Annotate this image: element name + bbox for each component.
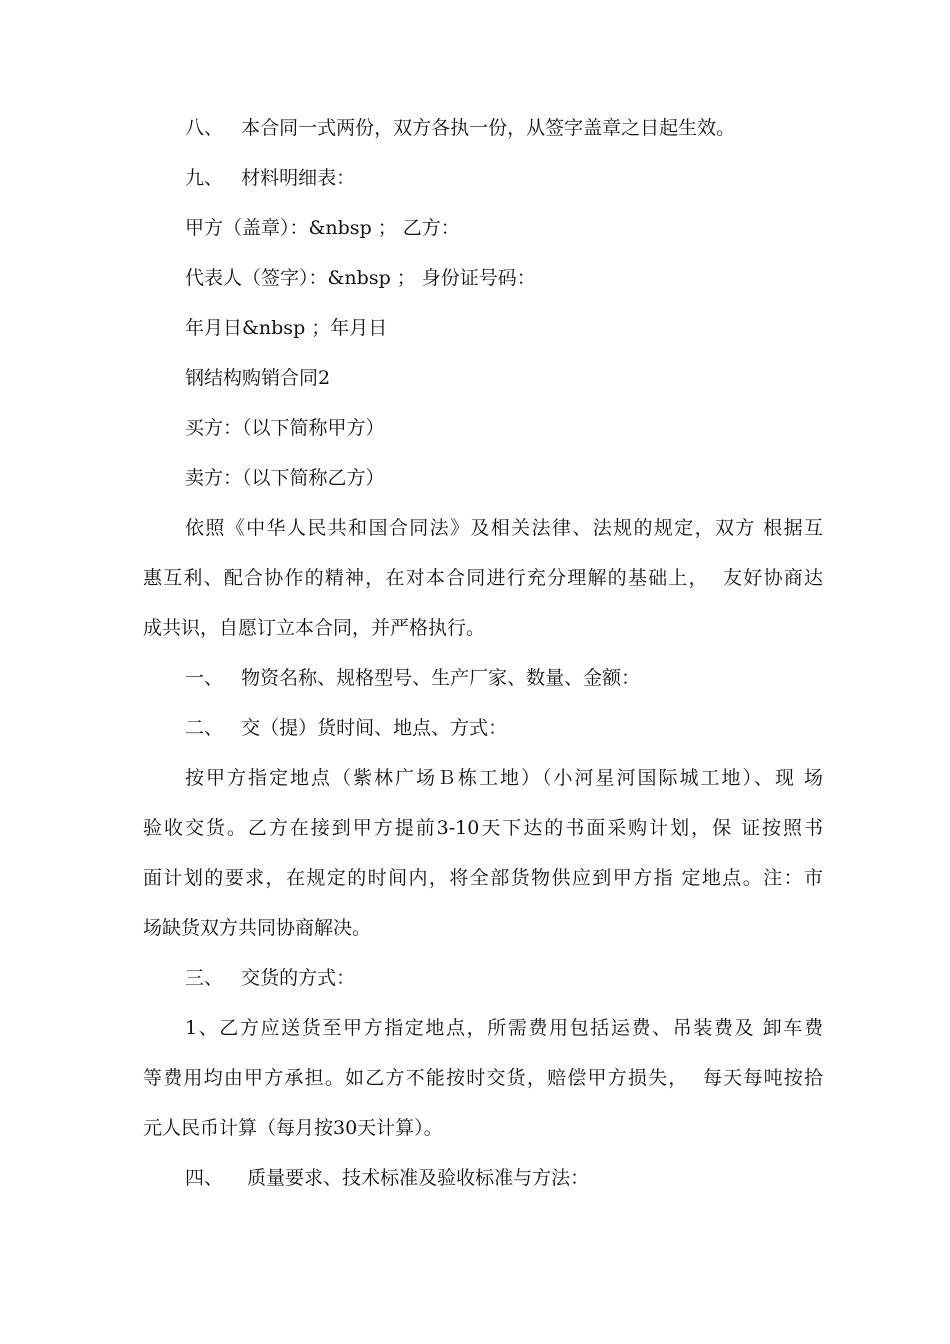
shipping-line-1: 1、乙方应送货至甲方指定地点，所需费用包括运费、吊装费及 卸车费 [185,1017,823,1039]
preamble-line-2: 惠互利、配合协作的精神，在对本合同进行充分理解的基础上， 友好协商达 [143,567,823,589]
date-line: 年月日&nbsp ；年月日 [185,317,388,339]
delivery-line-3: 面计划的要求，在规定的时间内，将全部货物供应到甲方指 定地点。注：市 [143,867,823,889]
preamble-line-3: 成共识，自愿订立本合同，并严格执行。 [143,617,486,639]
clause-8: 八、 本合同一式两份，双方各执一份，从签字盖章之日起生效。 [185,117,736,139]
section-3-heading: 三、 交货的方式： [185,967,356,989]
seller-line: 卖方：（以下简称乙方） [185,467,385,489]
clause-9: 九、 材料明细表： [185,167,356,189]
section-2-heading: 二、 交（提）货时间、地点、方式： [185,717,508,739]
shipping-line-2: 等费用均由甲方承担。如乙方不能按时交货，赔偿甲方损失， 每天每吨按拾 [143,1067,823,1089]
party-a-seal-line: 甲方（盖章）：&nbsp ； 乙方： [185,217,460,239]
section-4-heading: 四、 质量要求、技术标准及验收标准与方法： [185,1167,590,1189]
buyer-line: 买方：（以下简称甲方） [185,417,385,439]
representative-line: 代表人（签字）：&nbsp ； 身份证号码： [185,267,536,289]
section-1-heading: 一、 物资名称、规格型号、生产厂家、数量、金额： [185,667,641,689]
delivery-line-2: 验收交货。乙方在接到甲方提前3-10天下达的书面采购计划，保 证按照书 [143,817,823,839]
shipping-line-3: 元人民币计算（每月按30天计算）。 [143,1117,443,1139]
delivery-line-1: 按甲方指定地点（紫林广场Ｂ栋工地）（小河星河国际城工地）、现 场 [185,767,823,789]
preamble-line-1: 依照《中华人民共和国合同法》及相关法律、法规的规定，双方 根据互 [185,517,823,539]
contract-title: 钢结构购销合同2 [185,367,331,389]
delivery-line-4: 场缺货双方共同协商解决。 [143,917,372,939]
